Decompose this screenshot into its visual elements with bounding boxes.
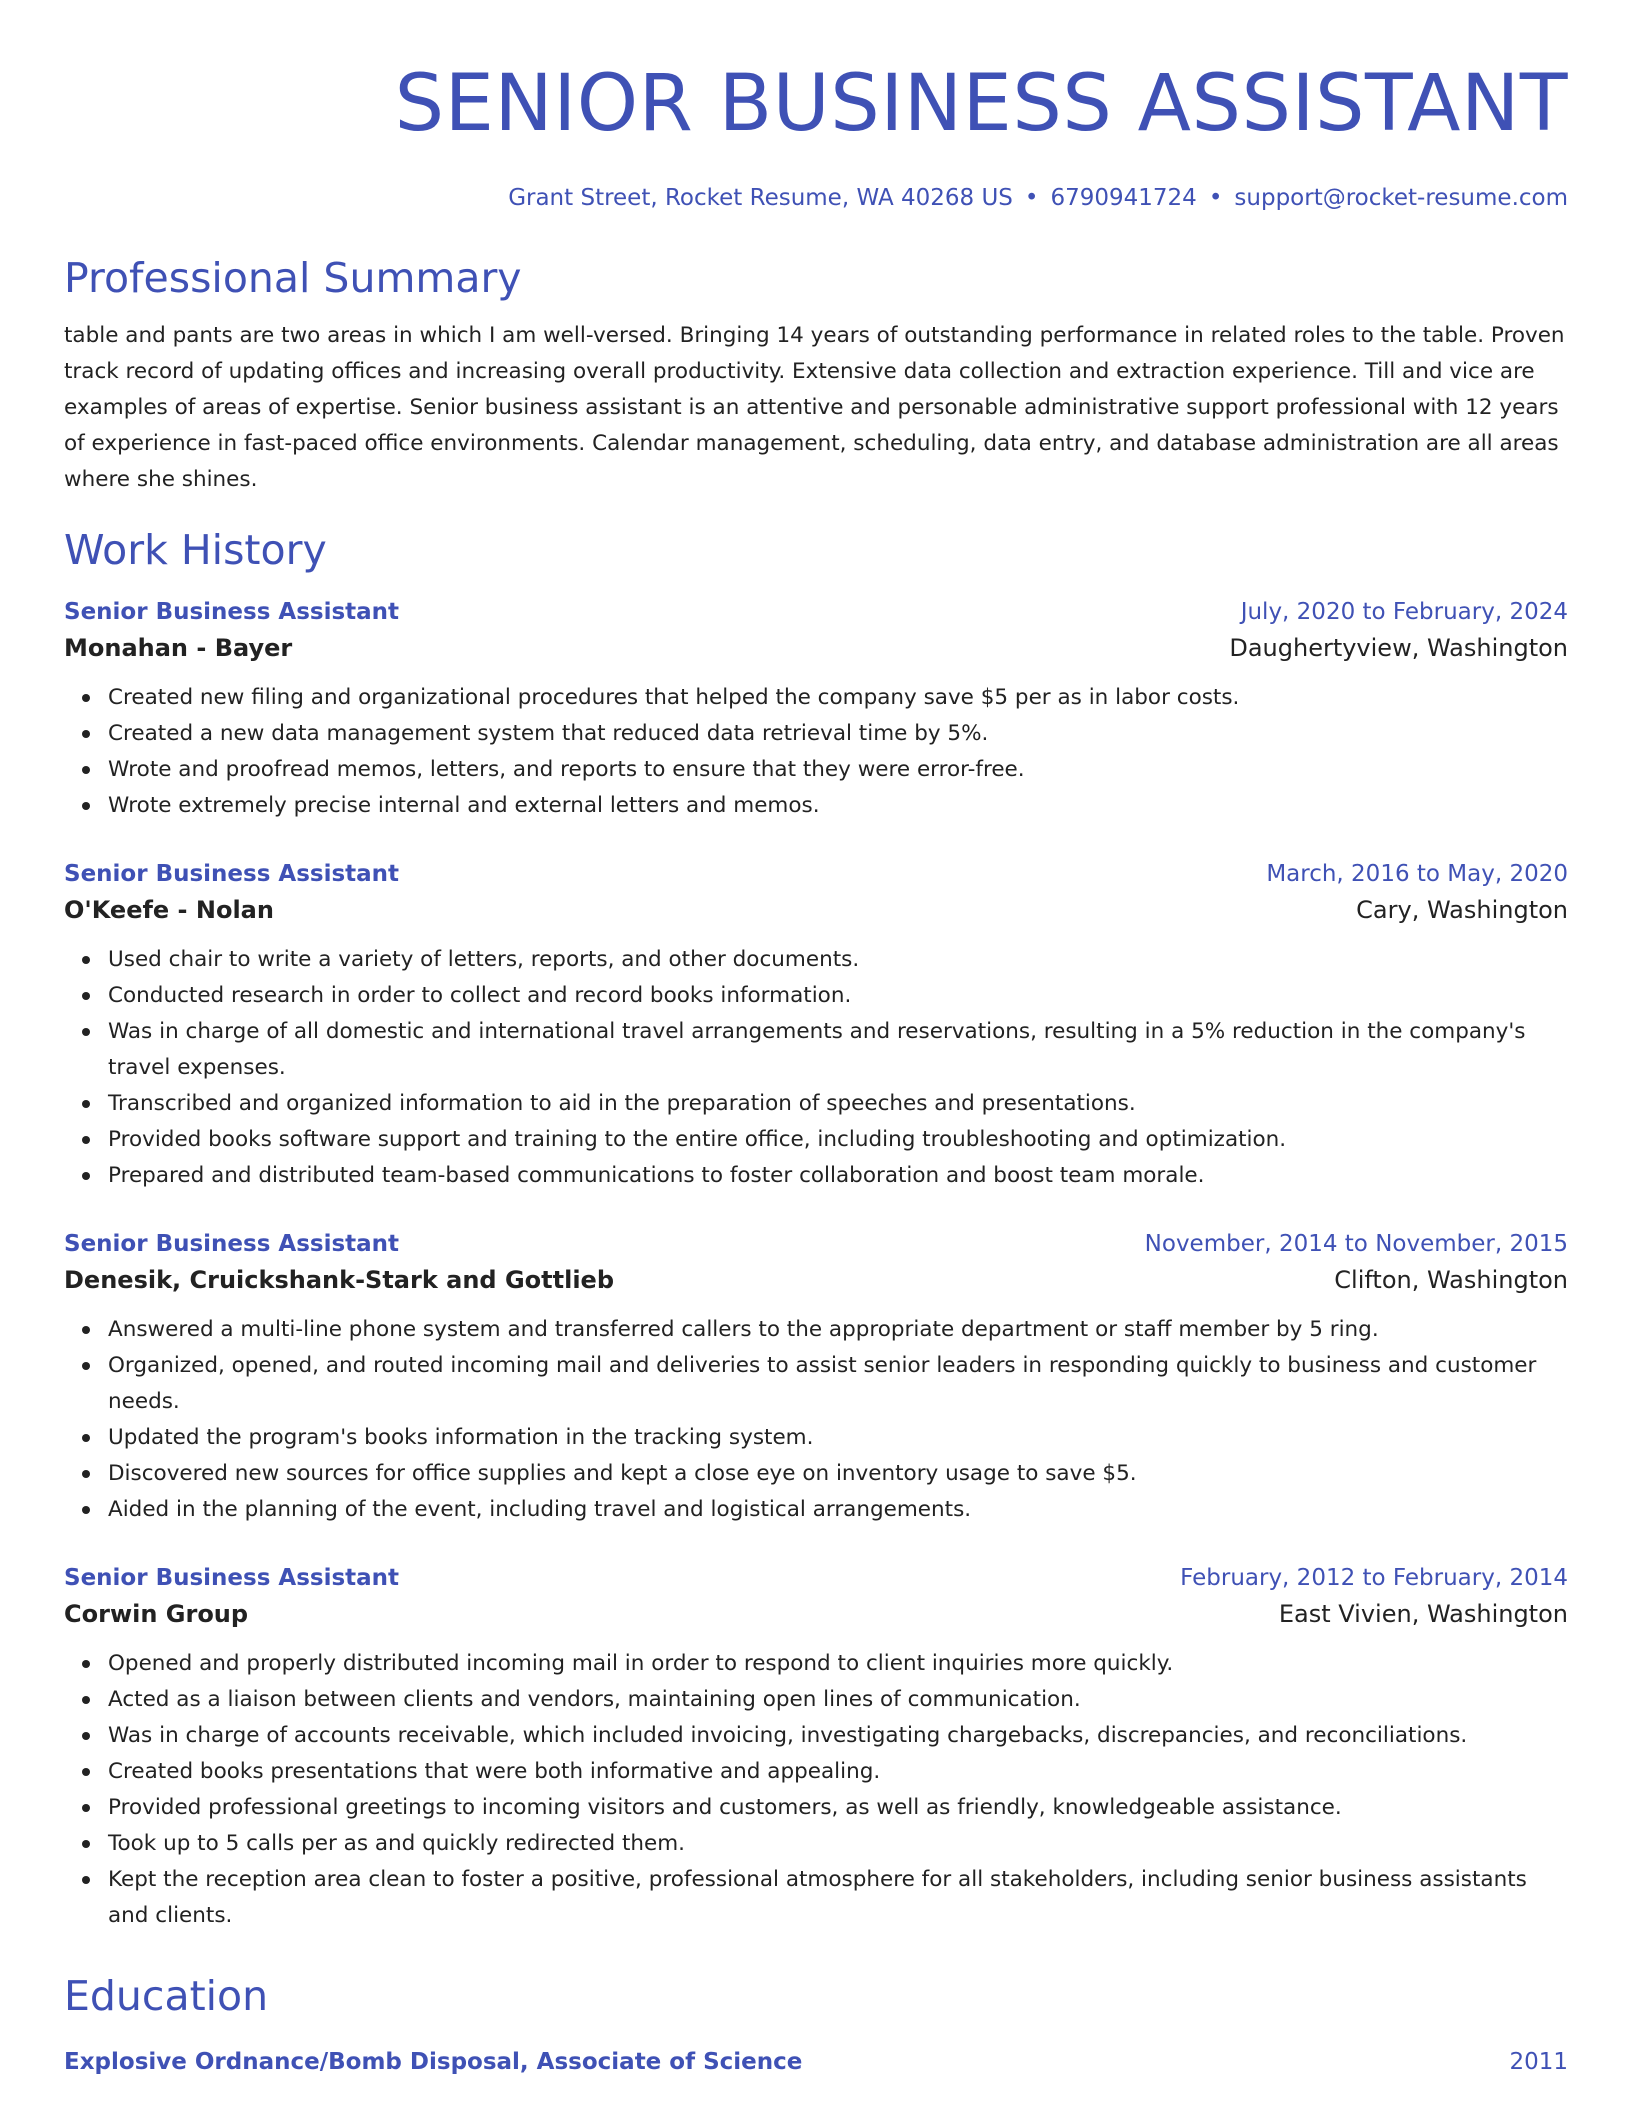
job-company-row	[64, 1262, 1568, 1298]
job-company-row	[64, 630, 1568, 666]
contact-address: Grant Street, Rocket Resume, WA 40268 US	[508, 185, 1013, 211]
education-entry	[64, 2044, 1568, 2080]
job-location: East Vivien, Washington	[1278, 1600, 1568, 1628]
work-history-heading: Work History	[64, 526, 327, 574]
job-bullet: Organized, opened, and routed incoming mail and deliveries to assist senior leaders in responding quickly to business and customer needs.	[108, 1348, 1568, 1420]
job-title: Senior Business Assistant	[64, 599, 400, 625]
job-bullet-list	[64, 942, 1568, 1194]
job-bullet-list	[64, 680, 1568, 824]
job-location: Clifton, Washington	[1334, 1266, 1568, 1294]
resume-header	[64, 56, 1568, 214]
job-bullet-list	[64, 1646, 1568, 1934]
job-bullet: Was in charge of accounts receivable, which included invoicing, investigating chargebacks, discrepancies, and reconciliations.	[108, 1718, 1568, 1754]
job-company: Corwin Group	[64, 1600, 249, 1628]
job-bullet: Opened and properly distributed incoming mail in order to respond to client inquiries more quickly.	[108, 1646, 1568, 1682]
job-bullet: Provided books software support and training to the entire office, including troubleshooting and optimization.	[108, 1122, 1568, 1158]
job-entry	[64, 1560, 1568, 1934]
contact-line	[64, 182, 1568, 214]
job-company: Denesik, Cruickshank-Stark and Gottlieb	[64, 1266, 614, 1294]
work-history-list	[64, 594, 1568, 1934]
job-title-row	[64, 1560, 1568, 1596]
summary-heading: Professional Summary	[64, 254, 522, 302]
job-bullet: Prepared and distributed team-based communications to foster collaboration and boost team morale.	[108, 1158, 1568, 1194]
education-year: 2011	[1509, 2049, 1568, 2075]
resume-name: SENIOR BUSINESS ASSISTANT	[394, 59, 1568, 149]
job-bullet: Wrote and proofread memos, letters, and reports to ensure that they were error-free.	[108, 752, 1568, 788]
job-bullet: Created books presentations that were both informative and appealing.	[108, 1754, 1568, 1790]
job-title: Senior Business Assistant	[64, 1565, 400, 1591]
job-bullet: Acted as a liaison between clients and vendors, maintaining open lines of communication.	[108, 1682, 1568, 1718]
education-heading: Education	[64, 1972, 269, 2020]
job-bullet: Created new filing and organizational procedures that helped the company save $5 per as in labor costs.	[108, 680, 1568, 716]
job-company: O'Keefe - Nolan	[64, 896, 274, 924]
job-entry	[64, 594, 1568, 824]
contact-email: support@rocket-resume.com	[1234, 185, 1568, 211]
job-title: Senior Business Assistant	[64, 1231, 400, 1257]
job-bullet: Discovered new sources for office supplies and kept a close eye on inventory usage to save $5.	[108, 1456, 1568, 1492]
job-title-row	[64, 1226, 1568, 1262]
job-dates: March, 2016 to May, 2020	[1266, 861, 1568, 887]
job-bullet: Took up to 5 calls per as and quickly redirected them.	[108, 1826, 1568, 1862]
job-location: Cary, Washington	[1356, 896, 1568, 924]
job-location: Daughertyview, Washington	[1229, 634, 1568, 662]
job-entry	[64, 1226, 1568, 1528]
job-bullet: Wrote extremely precise internal and external letters and memos.	[108, 788, 1568, 824]
contact-separator: •	[1024, 185, 1039, 211]
job-bullet: Updated the program's books information in the tracking system.	[108, 1420, 1568, 1456]
job-bullet-list	[64, 1312, 1568, 1528]
job-title-row	[64, 856, 1568, 892]
job-bullet: Provided professional greetings to incoming visitors and customers, as well as friendly, knowledgeable assistance.	[108, 1790, 1568, 1826]
resume-page	[64, 0, 1568, 2080]
job-title-row	[64, 594, 1568, 630]
job-company-row	[64, 1596, 1568, 1632]
summary-text: table and pants are two areas in which I am well-versed. Bringing 14 years of outstanding performance in related roles to the table. Proven track record of updating offices and increasing overall productivity. Extensive data collection and extraction experience. Till and vice are examples of areas of expertise. Senior business assistant is an attentive and personable administrative support professional with 12 years of experience in fast-paced office environments. Calendar management, scheduling, data entry, and database administration are all areas where she shines.	[64, 323, 1565, 492]
job-bullet: Answered a multi-line phone system and transferred callers to the appropriate department or staff member by 5 ring.	[108, 1312, 1568, 1348]
job-bullet: Was in charge of all domestic and international travel arrangements and reservations, resulting in a 5% reduction in the company's travel expenses.	[108, 1014, 1568, 1086]
job-bullet: Created a new data management system that reduced data retrieval time by 5%.	[108, 716, 1568, 752]
contact-phone: 6790941724	[1050, 185, 1197, 211]
contact-separator: •	[1208, 185, 1223, 211]
job-dates: July, 2020 to February, 2024	[1240, 599, 1568, 625]
job-dates: November, 2014 to November, 2015	[1144, 1231, 1568, 1257]
job-bullet: Kept the reception area clean to foster a positive, professional atmosphere for all stakeholders, including senior business assistants and clients.	[108, 1862, 1568, 1934]
job-dates: February, 2012 to February, 2014	[1180, 1565, 1568, 1591]
job-company: Monahan - Bayer	[64, 634, 293, 662]
job-company-row	[64, 892, 1568, 928]
job-entry	[64, 856, 1568, 1194]
job-title: Senior Business Assistant	[64, 861, 400, 887]
education-degree: Explosive Ordnance/Bomb Disposal, Associate of Science	[64, 2049, 803, 2075]
job-bullet: Aided in the planning of the event, including travel and logistical arrangements.	[108, 1492, 1568, 1528]
job-bullet: Used chair to write a variety of letters, reports, and other documents.	[108, 942, 1568, 978]
job-bullet: Conducted research in order to collect and record books information.	[108, 978, 1568, 1014]
job-bullet: Transcribed and organized information to aid in the preparation of speeches and presentations.	[108, 1086, 1568, 1122]
